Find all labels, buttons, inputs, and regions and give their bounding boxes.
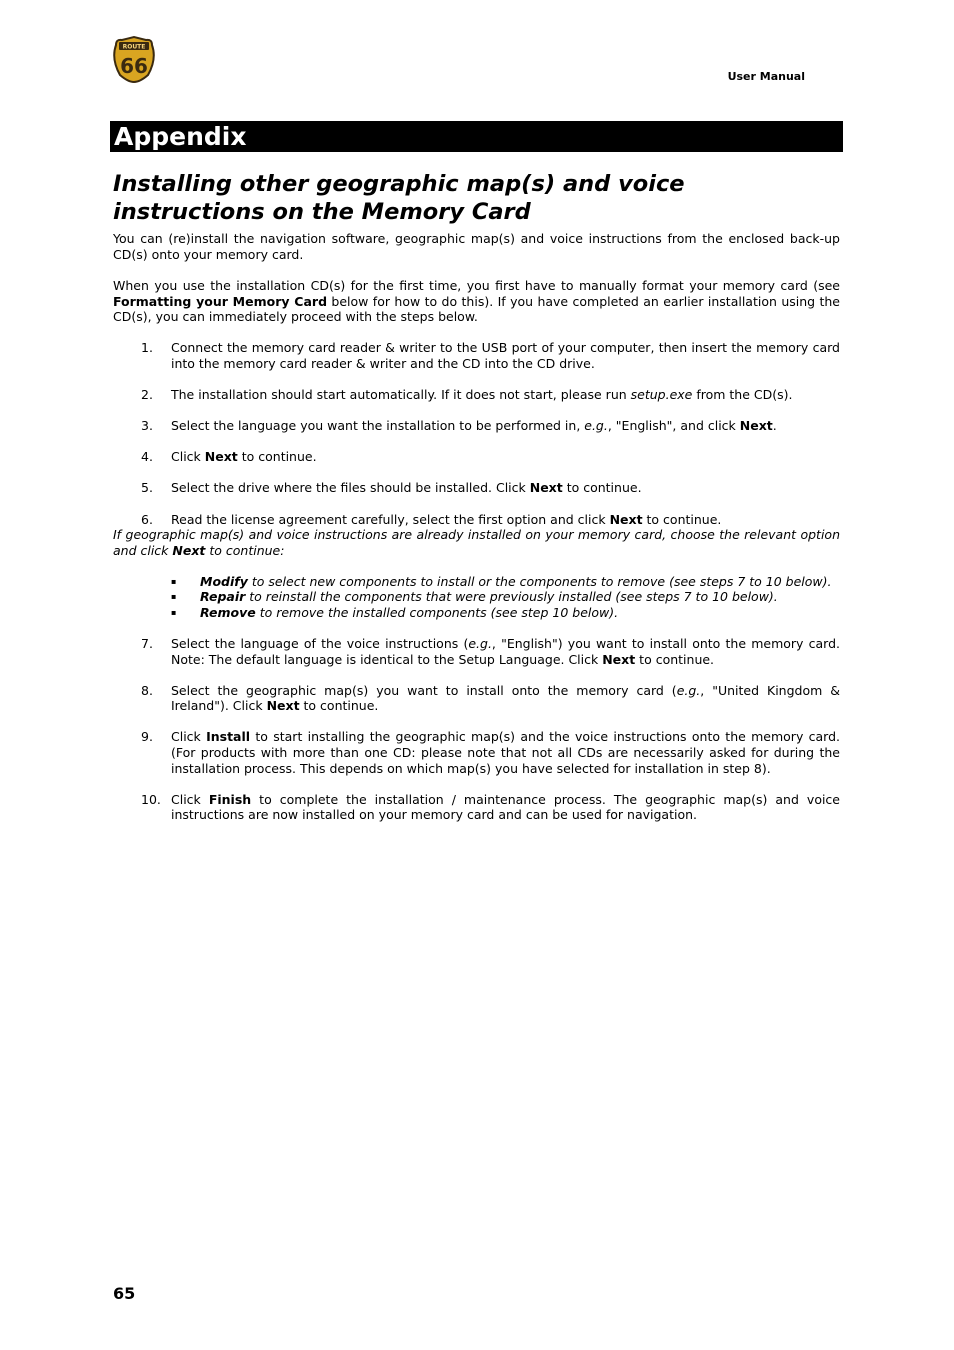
page-heading: Installing other geographic map(s) and voice instructions on the Memory Card [113,171,685,225]
list-item: 9. Click Install to start installing the geographic map(s) and the voice instructions onto the memory card. (For products with more than one CD: please note that not all CDs are necessarily asked for during the installation process. This depends on which map(s) you have selected for installation in step 8). [141,729,840,776]
bullet-icon: ▪ [171,576,177,586]
option-list [113,574,840,621]
bullet-icon: ▪ [171,592,177,602]
list-item: ▪ Modify to select new components to install or the components to remove (see steps 7 to 10 below). [113,574,840,590]
intro-paragraph: You can (re)install the navigation software, geographic map(s) and voice instructions from the enclosed back-up CD(s) onto your memory card. [113,231,840,262]
list-item: 6. Read the license agreement carefully, select the first option and click Next to continue. [141,511,722,527]
list-item: ▪ Repair to reinstall the components that were previously installed (see steps 7 to 10 below). [113,589,840,605]
svg-text:66: 66 [120,54,148,78]
step-list [113,340,840,527]
svg-text:ROUTE: ROUTE [122,43,146,51]
body-content [113,231,840,823]
route66-logo [110,35,158,83]
list-item: 2. The installation should start automatically. If it does not start, please run setup.exe from the CD(s). [141,387,793,403]
list-item: 3. Select the language you want the installation to be performed in, e.g., "English", and click Next. [141,418,777,434]
step-list-continued [113,636,840,823]
page-number: 65 [113,1284,136,1303]
list-item: ▪ Remove to remove the installed components (see step 10 below). [113,605,840,621]
bullet-icon: ▪ [171,608,177,617]
list-item: 4. Click Next to continue. [141,449,317,465]
list-item: 8. Select the geographic map(s) you want to install onto the memory card (e.g., "United Kingdom & Ireland"). Click Next to continue. [141,682,841,714]
format-paragraph: When you use the installation CD(s) for the first time, you first have to manually format your memory card (see Formatting your Memory Card below for how to do this). If you have completed an earlier installation using the CD(s), you can immediately proceed with the steps below. [113,278,840,325]
list-item: 5. Select the drive where the files should be installed. Click Next to continue. [141,480,642,496]
existing-install-note: If geographic map(s) and voice instructions are already installed on your memory card, choose the relevant option and click Next to continue: [113,527,840,558]
list-item: 10. Click Finish to complete the installation / maintenance process. The geographic map(s) and voice instructions are now installed on your memory card and can be used for navigation. [141,791,840,823]
list-item: 1. Connect the memory card reader & writer to the USB port of your computer, then insert the memory card into the memory card reader & writer and the CD into the CD drive. [141,340,840,372]
document-type-label: User Manual [727,70,805,83]
list-item: 7. Select the language of the voice instructions (e.g., "English") you want to install onto the memory card. Note: The default language is identical to the Setup Language. Click Next to continue. [141,636,840,667]
section-title-bar: Appendix [110,121,843,152]
